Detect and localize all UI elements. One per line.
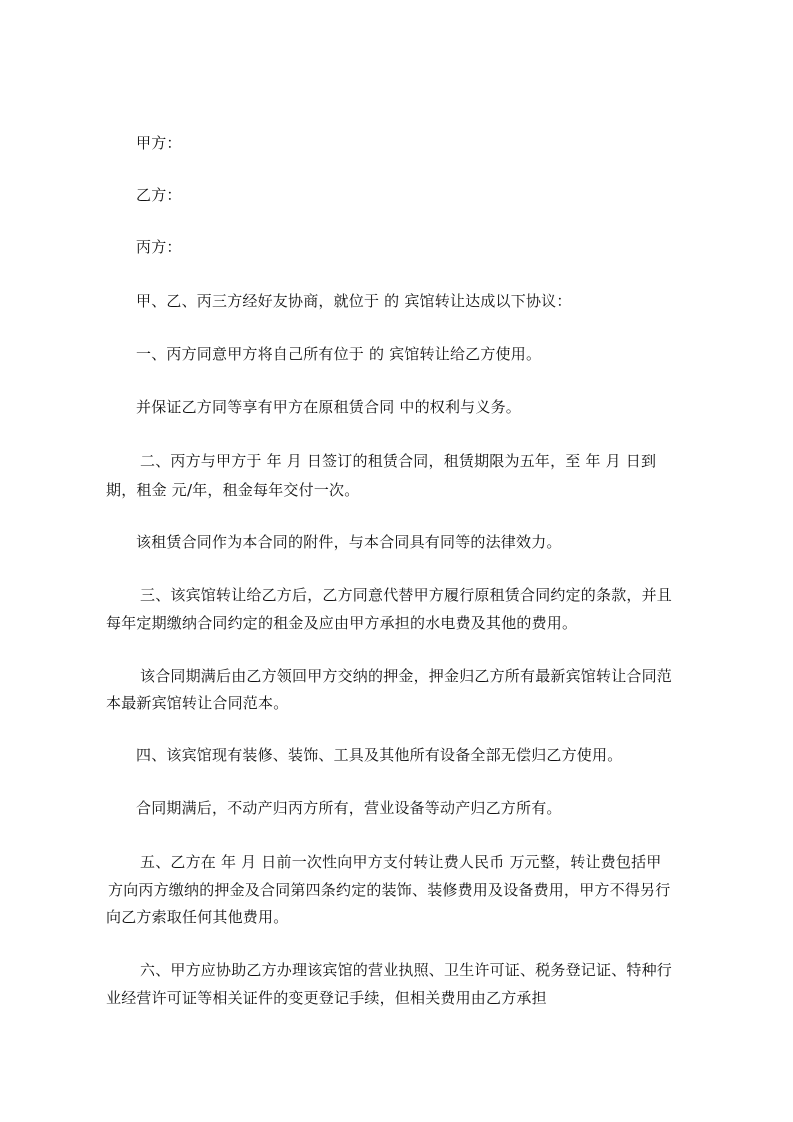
clause5-line2: 方向丙方缴纳的押金及合同第四条约定的装饰、装修费用及设备费用，甲方不得另行 (108, 881, 671, 899)
party-a-label: 甲方： (136, 134, 182, 152)
clause3-line3: 该合同期满后由乙方领回甲方交纳的押金，押金归乙方所有最新宾馆转让合同范 (140, 667, 673, 685)
clause2-line3: 该租赁合同作为本合同的附件，与本合同具有同等的法律效力。 (136, 533, 562, 551)
clause3-line4: 本最新宾馆转让合同范本。 (106, 694, 289, 712)
party-b-label: 乙方： (136, 186, 182, 204)
clause2-line1: 二、丙方与甲方于 年 月 日签订的租赁合同，租赁期限为五年，至 年 月 日到 (140, 452, 657, 470)
clause3-line2: 每年定期缴纳合同约定的租金及应由甲方承担的水电费及其他的费用。 (106, 614, 578, 632)
intro-paragraph: 甲、乙、丙三方经好友协商，就位于 的 宾馆转让达成以下协议： (136, 292, 572, 310)
clause1-line2: 并保证乙方同等享有甲方在原租赁合同 中的权利与义务。 (136, 398, 521, 416)
clause6-line2: 业经营许可证等相关证件的变更登记手续，但相关费用由乙方承担 (106, 989, 547, 1007)
clause1-line1: 一、丙方同意甲方将自己所有位于 的 宾馆转让给乙方使用。 (136, 345, 542, 363)
clause5-line1: 五、乙方在 年 月 日前一次性向甲方支付转让费人民币 万元整，转让费包括甲 (140, 853, 662, 871)
clause4-line1: 四、该宾馆现有装修、装饰、工具及其他所有设备全部无偿归乙方使用。 (136, 746, 623, 764)
clause5-line3: 向乙方索取任何其他费用。 (106, 908, 289, 926)
party-c-label: 丙方： (136, 238, 182, 256)
clause6-line1: 六、甲方应协助乙方办理该宾馆的营业执照、卫生许可证、税务登记证、特种行 (140, 961, 673, 979)
clause2-line2: 期，租金 元/年，租金每年交付一次。 (106, 481, 360, 499)
clause3-line1: 三、该宾馆转让给乙方后，乙方同意代替甲方履行原租赁合同约定的条款，并且 (140, 586, 673, 604)
clause4-line2: 合同期满后，不动产归丙方所有，营业设备等动产归乙方所有。 (136, 799, 562, 817)
